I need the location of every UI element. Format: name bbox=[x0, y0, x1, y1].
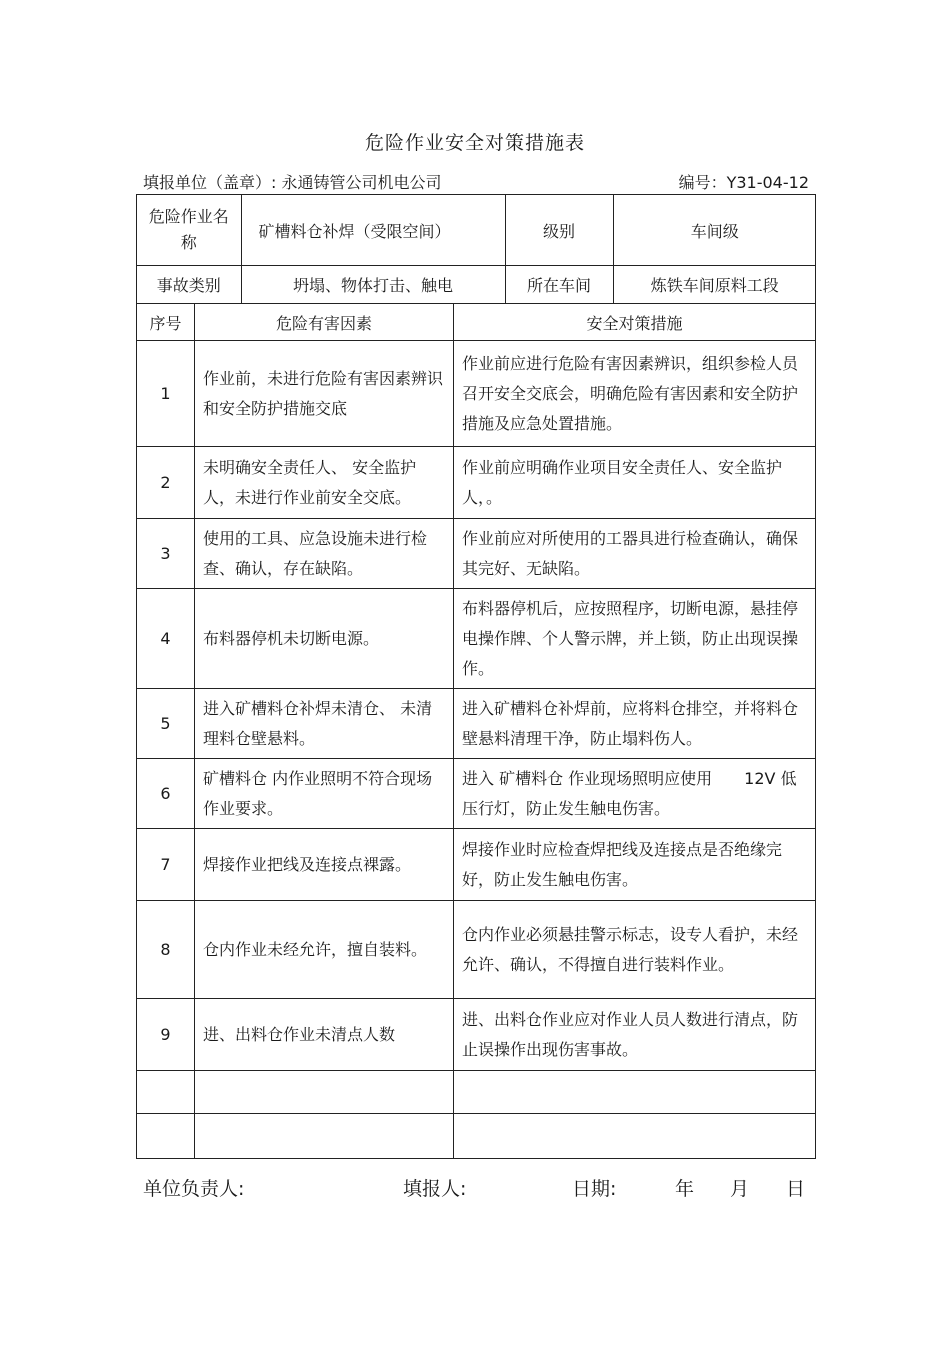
accident-type-label: 事故类别 bbox=[137, 266, 241, 303]
column-header-row bbox=[137, 304, 816, 341]
row-hazard: 矿槽料仓 内作业照明不符合现场作业要求。 bbox=[203, 768, 433, 818]
row-no bbox=[137, 1071, 195, 1114]
row-no: 9 bbox=[137, 999, 195, 1071]
measures-table bbox=[136, 194, 816, 1159]
row-no: 2 bbox=[137, 447, 195, 519]
document-number: 编号：Y31-04-12 bbox=[678, 173, 809, 192]
table-row bbox=[137, 589, 816, 689]
row-no: 5 bbox=[137, 689, 195, 759]
row-no bbox=[137, 1114, 195, 1159]
accident-type-value: 坍塌、物体打击、触电 bbox=[241, 266, 505, 303]
row-hazard: 进入矿槽料仓补焊未清仓、 未清理料仓壁悬料。 bbox=[203, 698, 433, 748]
unit-leader-label: 单位负责人: bbox=[143, 1178, 245, 1200]
day-label: 日 bbox=[786, 1178, 806, 1200]
row-measure: 布料器停机后，应按照程序，切断电源，悬挂停电操作牌、个人警示牌，并上锁，防止出现误操作。 bbox=[462, 598, 799, 678]
table-row bbox=[137, 341, 816, 447]
table-row bbox=[137, 1114, 816, 1159]
row-no: 4 bbox=[137, 589, 195, 689]
date-label: 日期: bbox=[572, 1178, 617, 1200]
row-measure: 作业前应进行危险有害因素辨识，组织参检人员召开安全交底会，明确危险有害因素和安全防护措施及应急处置措施。 bbox=[462, 353, 799, 433]
year-label: 年 bbox=[675, 1178, 695, 1200]
work-name-value: 矿槽料仓补焊（受限空间） bbox=[241, 195, 505, 265]
table-row bbox=[137, 1071, 816, 1114]
row-measure: 进、出料仓作业应对作业人员人数进行清点，防止误操作出现伤害事故。 bbox=[462, 1009, 799, 1059]
row-no: 6 bbox=[137, 759, 195, 829]
accident-block bbox=[137, 266, 816, 304]
row-measure: 焊接作业时应检查焊把线及连接点是否绝缘完好，防止发生触电伤害。 bbox=[462, 839, 783, 889]
workshop-value: 炼铁车间原料工段 bbox=[650, 276, 779, 295]
row-measure: 作业前应对所使用的工器具进行检查确认，确保其完好、无缺陷。 bbox=[462, 528, 799, 578]
table-row bbox=[137, 689, 816, 759]
col-header-hazard: 危险有害因素 bbox=[195, 304, 454, 341]
row-no: 1 bbox=[137, 341, 195, 447]
filler-label: 填报人: bbox=[403, 1178, 467, 1200]
level-value: 车间级 bbox=[690, 221, 739, 241]
row-hazard: 仓内作业未经允许，擅自装料。 bbox=[203, 939, 428, 959]
level-label: 级别 bbox=[505, 195, 613, 265]
col-header-measure: 安全对策措施 bbox=[454, 304, 816, 341]
col-header-no: 序号 bbox=[137, 304, 195, 341]
work-name-label: 危险作业名称 bbox=[137, 195, 241, 265]
page-title: 危险作业安全对策措施表 bbox=[364, 132, 585, 154]
row-measure: 作业前应明确作业项目安全责任人、安全监护人，。 bbox=[462, 457, 783, 507]
table-row bbox=[137, 999, 816, 1071]
row-hazard: 进、出料仓作业未清点人数 bbox=[203, 1024, 396, 1044]
row-no: 7 bbox=[137, 829, 195, 901]
row-no: 8 bbox=[137, 901, 195, 999]
month-label: 月 bbox=[730, 1178, 750, 1200]
row-no: 3 bbox=[137, 519, 195, 589]
row-measure: 仓内作业必须悬挂警示标志，设专人看护，未经允许、确认，不得擅自进行装料作业。 bbox=[462, 924, 799, 974]
row-hazard: 作业前，未进行危险有害因素辨识和安全防护措施交底 bbox=[203, 368, 444, 418]
header-block bbox=[137, 195, 816, 266]
workshop-label: 所在车间 bbox=[505, 266, 613, 303]
table-row bbox=[137, 901, 816, 999]
reporting-unit: 填报单位（盖章）: 永通铸管公司机电公司 bbox=[143, 173, 442, 192]
row-hazard: 布料器停机未切断电源。 bbox=[203, 628, 380, 648]
table-row bbox=[137, 829, 816, 901]
row-measure: 进入 矿槽料仓 作业现场照明应使用 12V 低压行灯，防止发生触电伤害。 bbox=[462, 768, 797, 818]
table-row bbox=[137, 759, 816, 829]
row-hazard: 未明确安全责任人、 安全监护人，未进行作业前安全交底。 bbox=[203, 457, 417, 507]
table-row bbox=[137, 447, 816, 519]
row-hazard: 使用的工具、应急设施未进行检查、确认，存在缺陷。 bbox=[203, 528, 428, 578]
row-hazard: 焊接作业把线及连接点裸露。 bbox=[203, 854, 412, 874]
table-row bbox=[137, 519, 816, 589]
row-measure: 进入矿槽料仓补焊前，应将料仓排空，并将料仓壁悬料清理干净，防止塌料伤人。 bbox=[462, 698, 799, 748]
